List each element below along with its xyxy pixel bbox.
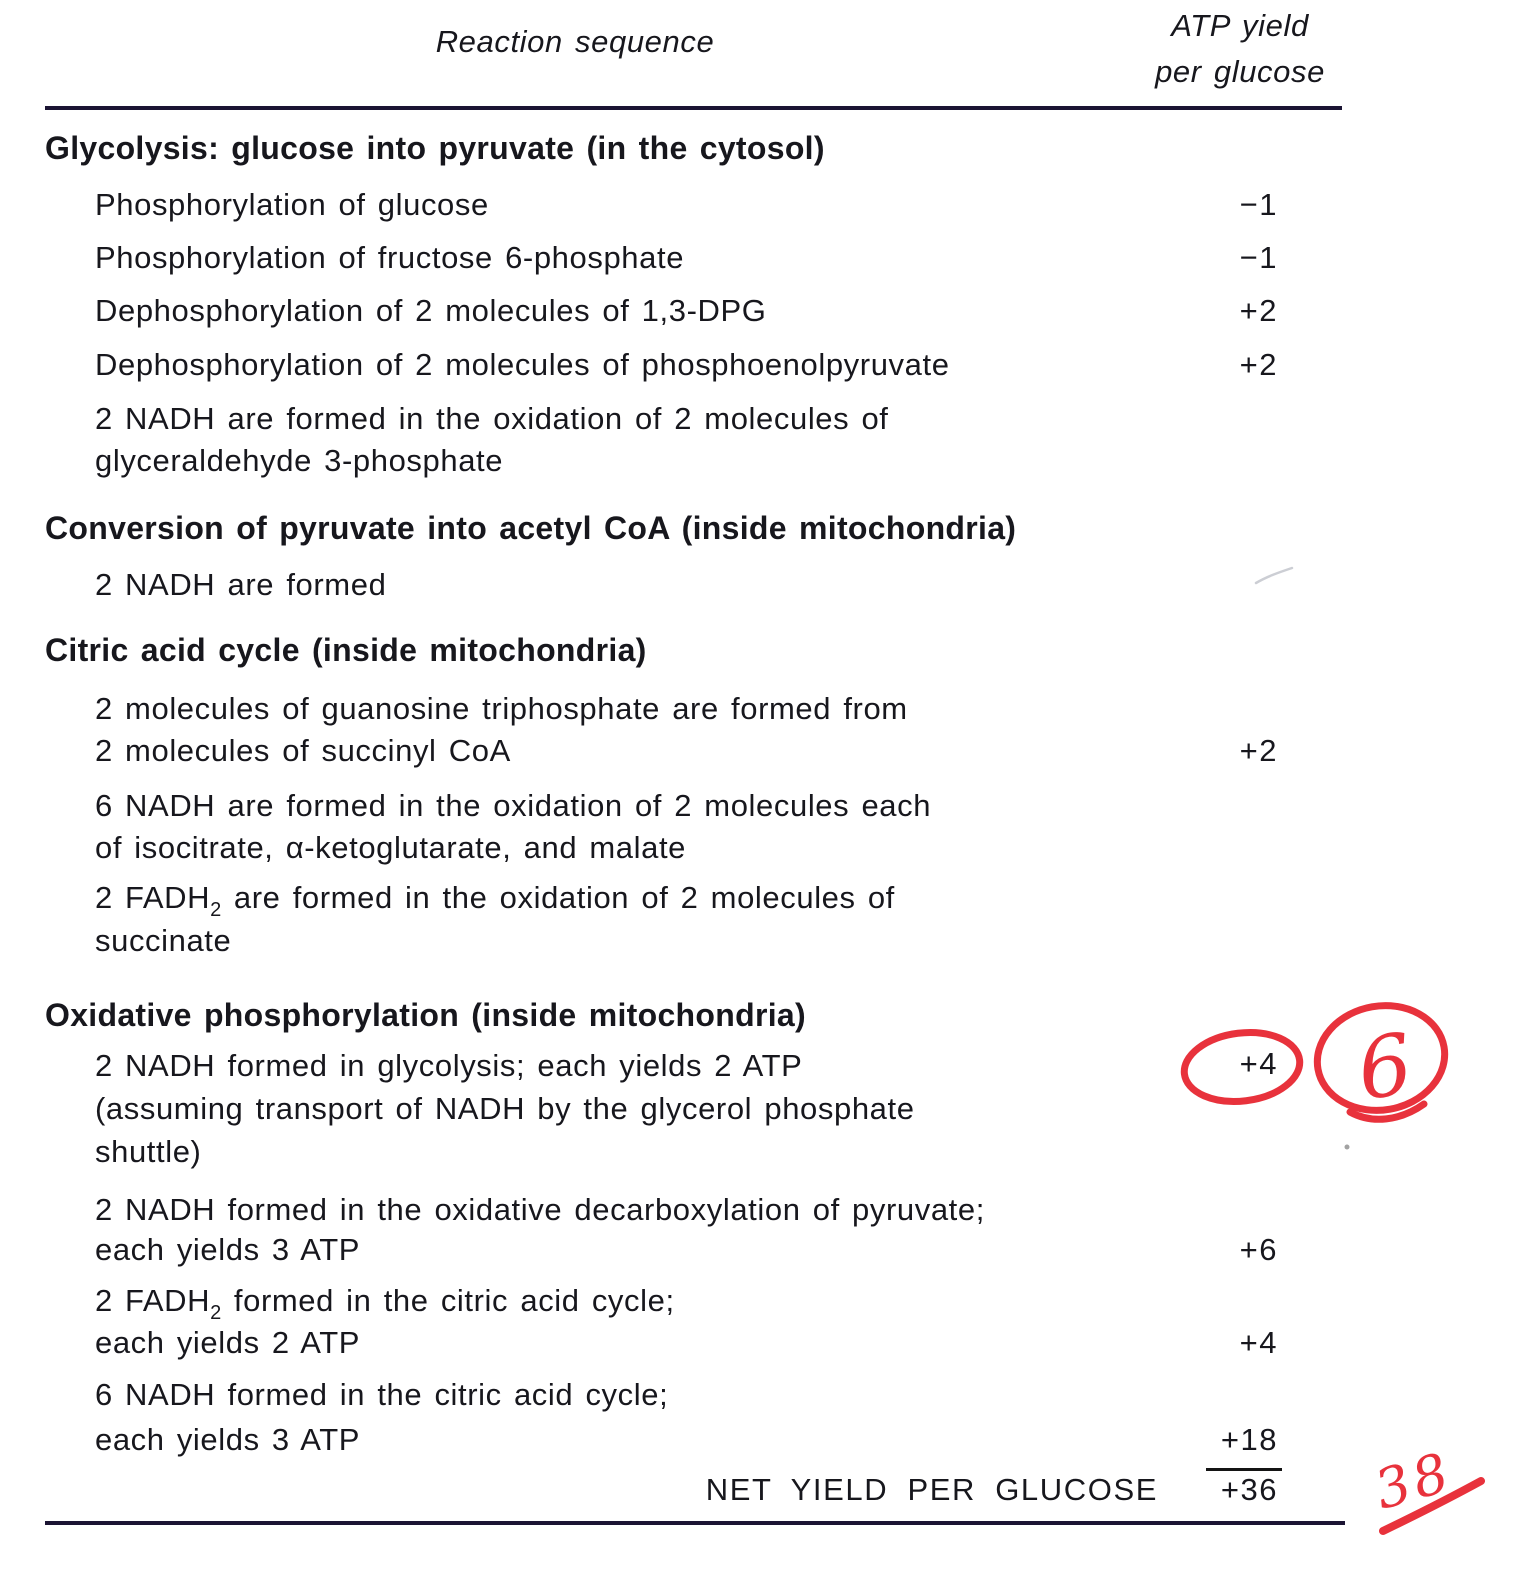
atp-value: +2 [1239, 293, 1278, 328]
handwritten-six: 6 [1351, 1014, 1419, 1120]
row-line: each yields 2 ATP [95, 1325, 361, 1360]
pencil-smudge [1256, 568, 1292, 583]
atp-value: +18 [1220, 1422, 1278, 1457]
net-yield-label: NET YIELD PER GLUCOSE [705, 1472, 1158, 1507]
column-header-atp-yield-line1: ATP yield [1171, 8, 1309, 43]
handwritten-total: 38 [1368, 1440, 1460, 1522]
row-line: 2 molecules of succinyl CoA [95, 733, 511, 768]
column-header-reaction-sequence: Reaction sequence [435, 24, 715, 59]
row-line: glyceraldehyde 3-phosphate [95, 443, 504, 478]
atp-value: −1 [1239, 187, 1278, 222]
section-title-pyruvate-conversion: Conversion of pyruvate into acetyl CoA (inside mitochondria) [45, 510, 1017, 546]
atp-value: +2 [1239, 347, 1278, 382]
atp-value: +6 [1239, 1232, 1278, 1267]
scan-speck [1345, 1145, 1350, 1150]
subscript-2: 2 [210, 899, 222, 921]
atp-value-circled: +4 [1239, 1046, 1278, 1081]
row-line-post: are formed in the oxidation of 2 molecules of [221, 880, 895, 915]
row-line: of isocitrate, α-ketoglutarate, and malate [95, 830, 687, 865]
row-line: 2 NADH are formed [95, 567, 387, 602]
row-line: Phosphorylation of fructose 6-phosphate [95, 240, 685, 275]
row-line: 2 molecules of guanosine triphosphate are formed from [95, 691, 908, 726]
underline-slash [1383, 1481, 1481, 1531]
atp-value: −1 [1239, 240, 1278, 275]
row-line: Dephosphorylation of 2 molecules of phosphoenolpyruvate [95, 347, 950, 382]
section-title-citric-acid-cycle: Citric acid cycle (inside mitochondria) [45, 632, 647, 668]
row-line: each yields 3 ATP [95, 1422, 361, 1457]
row-line: (assuming transport of NADH by the glycerol phosphate [95, 1091, 915, 1126]
net-yield-value: +36 [1220, 1472, 1278, 1507]
red-circle-around-six [1309, 996, 1453, 1121]
row-line: Phosphorylation of glucose [95, 187, 489, 222]
section-title-oxidative-phosphorylation: Oxidative phosphorylation (inside mitochondria) [45, 997, 806, 1033]
row-line: 2 NADH formed in glycolysis; each yields 2 ATP [95, 1048, 803, 1083]
red-circle-swash [1350, 1104, 1424, 1119]
row-line: succinate [95, 923, 232, 958]
row-line: Dephosphorylation of 2 molecules of 1,3-DPG [95, 293, 767, 328]
row-line: each yields 3 ATP [95, 1232, 361, 1267]
column-header-atp-yield-line2: per glucose [1155, 54, 1325, 89]
row-line: 2 NADH are formed in the oxidation of 2 molecules of [95, 401, 889, 436]
atp-value: +4 [1239, 1325, 1278, 1360]
top-rule [45, 106, 1342, 110]
row-line: 2 NADH formed in the oxidative decarboxylation of pyruvate; [95, 1192, 985, 1227]
row-line: 6 NADH are formed in the oxidation of 2 molecules each [95, 788, 932, 823]
subscript-2: 2 [210, 1302, 222, 1324]
atp-value: +2 [1239, 733, 1278, 768]
row-line: 6 NADH formed in the citric acid cycle; [95, 1377, 669, 1412]
bottom-rule [45, 1521, 1345, 1525]
row-line: shuttle) [95, 1134, 202, 1169]
row-line-pre: 2 FADH [95, 880, 211, 915]
section-title-glycolysis: Glycolysis: glucose into pyruvate (in the cytosol) [45, 130, 825, 166]
row-line-pre: 2 FADH [95, 1283, 211, 1318]
row-line-post: formed in the citric acid cycle; [221, 1283, 675, 1318]
